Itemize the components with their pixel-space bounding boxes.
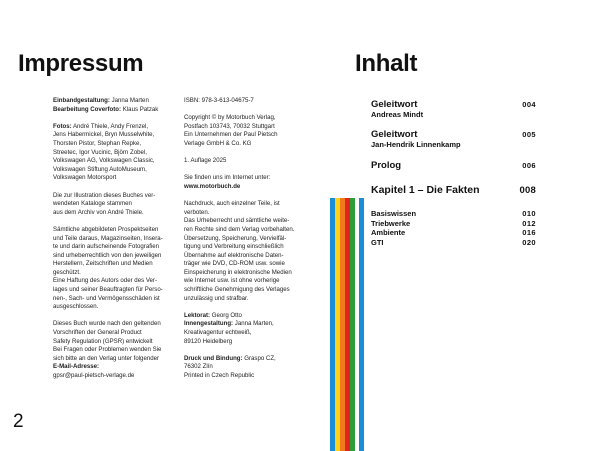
impressum-text: ausgeschlossen. xyxy=(53,303,99,311)
impressum-line xyxy=(184,140,308,149)
impressum-label: Lektorat: xyxy=(184,311,211,319)
impressum-line xyxy=(184,363,308,372)
impressum-line xyxy=(184,372,308,381)
impressum-text: Bei Fragen oder Problemen wenden Sie xyxy=(53,346,162,354)
impressum-text: Janna Marten xyxy=(109,97,149,104)
impressum-line xyxy=(53,252,177,261)
toc-entry-author: Andreas Mindt xyxy=(371,110,424,119)
impressum-paragraph xyxy=(184,355,308,381)
impressum-text: ISBN: 978-3-613-04675-7 xyxy=(184,97,254,104)
impressum-text: unzulässig und strafbar. xyxy=(184,294,249,302)
toc-subentry-title: Basiswissen xyxy=(371,209,417,218)
toc-subentry-page: 020 xyxy=(522,237,536,247)
inhalt-heading: Inhalt xyxy=(355,50,418,77)
impressum-text: wie Internet usw. ist ohne vorherige xyxy=(184,277,280,285)
impressum-text: Übersetzung, Speicherung, Vervielfäl- xyxy=(184,234,287,242)
impressum-paragraph xyxy=(53,192,177,218)
impressum-line xyxy=(184,338,308,347)
impressum-label: Innengestaltung: xyxy=(184,320,234,328)
impressum-text: Volkswagen Stiftung AutoMuseum, xyxy=(53,165,147,173)
impressum-paragraph xyxy=(53,97,177,114)
impressum-line xyxy=(53,338,177,347)
impressum-line xyxy=(53,372,177,381)
toc-entry[interactable] xyxy=(371,129,536,140)
impressum-text: geschützt. xyxy=(53,268,81,276)
impressum-text: Copyright © by Motorbuch Verlag, xyxy=(184,114,276,122)
impressum-text: lages und seiner Beauftragten für Perso- xyxy=(53,286,163,294)
impressum-line xyxy=(184,295,308,304)
impressum-text: Dieses Buch wurde nach den geltenden xyxy=(53,320,161,328)
impressum-text: Herstellern, Zeitschriften und Medien xyxy=(53,260,153,268)
impressum-label: www.motorbuch.de xyxy=(184,182,241,190)
impressum-line xyxy=(184,269,308,278)
impressum-text: wendeten Kataloge stammen xyxy=(53,200,132,208)
impressum-line xyxy=(184,243,308,252)
impressum-credits-column xyxy=(53,97,177,389)
toc-entry[interactable] xyxy=(371,160,536,171)
impressum-line xyxy=(184,226,308,235)
toc-entry[interactable] xyxy=(371,99,536,110)
impressum-text: nen-, Sach- und Vermögensschäden ist xyxy=(53,294,160,302)
toc-subentry-title: Triebwerke xyxy=(371,218,411,228)
impressum-paragraph xyxy=(184,97,308,106)
impressum-line xyxy=(53,303,177,312)
impressum-label: Einbandgestaltung: xyxy=(53,97,110,104)
impressum-line xyxy=(53,192,177,201)
toc-entry-page: 004 xyxy=(522,100,536,109)
toc-entry[interactable] xyxy=(371,185,536,196)
toc-entry-title: Prolog xyxy=(371,160,402,171)
impressum-line xyxy=(53,329,177,338)
impressum-line xyxy=(184,312,308,321)
impressum-line xyxy=(53,286,177,295)
impressum-text: André Thiele, Andy Frenzel, xyxy=(71,122,149,130)
impressum-line xyxy=(53,363,177,372)
impressum-line xyxy=(53,166,177,175)
impressum-text: Safety Regulation (GPSR) entwickelt xyxy=(53,337,153,345)
impressum-text: 89120 Heidelberg xyxy=(184,337,233,345)
impressum-heading: Impressum xyxy=(18,50,144,77)
impressum-label: E-Mail-Adresse: xyxy=(53,363,100,371)
impressum-line xyxy=(53,123,177,132)
impressum-text: Vorschriften der General Product xyxy=(53,329,142,337)
impressum-text: Sämtliche abgebildeten Prospektseiten xyxy=(53,225,159,233)
impressum-text: sind urheberrechtlich von den jeweiligen xyxy=(53,251,162,259)
impressum-text: 76302 Zlín xyxy=(184,363,213,371)
toc-subentries xyxy=(371,209,536,247)
impressum-line xyxy=(184,252,308,261)
impressum-line xyxy=(184,209,308,218)
impressum-text: te und darin aufscheinende Fotografien xyxy=(53,243,160,251)
impressum-line xyxy=(184,355,308,364)
toc-entry-title: Geleitwort xyxy=(371,99,418,110)
toc-subentry-page: 010 xyxy=(522,209,536,218)
toc-entry-author: Jan-Hendrik Linnenkamp xyxy=(371,140,461,149)
impressum-line xyxy=(53,209,177,218)
color-stripe xyxy=(359,198,364,451)
toc-subentry[interactable] xyxy=(371,238,536,248)
impressum-text: Janna Marten, xyxy=(233,320,274,328)
impressum-publisher-column xyxy=(184,97,308,389)
impressum-text: Ein Unternehmen der Paul Pietsch xyxy=(184,131,278,139)
page-number: 2 xyxy=(13,411,24,432)
impressum-paragraph xyxy=(184,312,308,346)
impressum-label: Fotos: xyxy=(53,122,72,130)
impressum-paragraph xyxy=(184,114,308,148)
impressum-text: Übernahme auf elektronische Daten- xyxy=(184,251,284,259)
impressum-line xyxy=(53,243,177,252)
impressum-text: träger wie DVD, CD-ROM usw. sowie xyxy=(184,260,285,268)
impressum-line xyxy=(184,174,308,183)
impressum-paragraph xyxy=(53,123,177,183)
toc-subentry[interactable] xyxy=(371,219,536,229)
impressum-text: Thorsten Pistor, Stephan Repke, xyxy=(53,139,142,147)
impressum-text: Das Urheberrecht und sämtliche weite- xyxy=(184,217,290,225)
impressum-paragraph xyxy=(184,200,308,303)
impressum-line xyxy=(184,200,308,209)
impressum-line xyxy=(184,286,308,295)
toc-subentry-page: 016 xyxy=(522,228,536,237)
impressum-line xyxy=(53,174,177,183)
impressum-line xyxy=(53,149,177,158)
impressum-line xyxy=(53,277,177,286)
toc-subentry[interactable] xyxy=(371,209,536,219)
impressum-line xyxy=(184,131,308,140)
impressum-line xyxy=(53,355,177,364)
impressum-line xyxy=(184,260,308,269)
impressum-line xyxy=(184,320,308,329)
impressum-label: Bearbeitung Coverfoto: xyxy=(53,105,122,113)
impressum-text: 1. Auflage 2025 xyxy=(184,157,227,165)
impressum-line xyxy=(53,295,177,304)
impressum-line xyxy=(53,269,177,278)
impressum-text: aus dem Archiv von André Thiele. xyxy=(53,208,144,216)
impressum-text: und Teile daraus, Magazinseiten, Inserа- xyxy=(53,234,163,242)
impressum-line xyxy=(184,123,308,132)
impressum-line xyxy=(53,260,177,269)
toc-subentry-title: GTI xyxy=(371,237,384,247)
impressum-text: Postfach 103743, 70032 Stuttgart xyxy=(184,122,275,130)
impressum-line xyxy=(53,106,177,115)
impressum-paragraph xyxy=(184,174,308,191)
impressum-text: Einspeicherung in elektronische Medien xyxy=(184,268,292,276)
impressum-line xyxy=(184,114,308,123)
impressum-text: Nachdruck, auch einzelner Teile, ist xyxy=(184,200,280,208)
toc-entry-page: 008 xyxy=(519,185,536,196)
toc-entry-title: Geleitwort xyxy=(371,129,418,140)
toc-entry-page: 006 xyxy=(522,161,536,170)
color-stripes xyxy=(330,198,364,451)
impressum-line xyxy=(53,346,177,355)
impressum-line xyxy=(184,235,308,244)
impressum-line xyxy=(184,97,308,106)
impressum-line xyxy=(184,329,308,338)
impressum-text: Printed in Czech Republic xyxy=(184,372,255,379)
impressum-line xyxy=(184,183,308,192)
toc-subentry-title: Ambiente xyxy=(371,228,406,237)
impressum-label: Druck und Bindung: xyxy=(184,354,243,362)
impressum-text: verboten. xyxy=(184,208,210,216)
toc-subentry[interactable] xyxy=(371,228,536,238)
impressum-text: Sie finden uns im Internet unter: xyxy=(184,174,271,182)
impressum-line xyxy=(53,140,177,149)
impressum-line xyxy=(53,131,177,140)
impressum-text: Georg Otto xyxy=(210,311,242,319)
impressum-text: Volkswagen AG, Volkswagen Classic, xyxy=(53,157,155,165)
impressum-text: Graspo CZ, xyxy=(242,354,276,362)
impressum-text: Verlage GmbH & Co. KG xyxy=(184,139,252,147)
impressum-line xyxy=(184,217,308,226)
impressum-line xyxy=(53,200,177,209)
impressum-line xyxy=(53,97,177,106)
impressum-text: ren Rechte sind dem Verlag vorbehalten. xyxy=(184,225,295,233)
impressum-text: Eine Haftung des Autors oder des Ver- xyxy=(53,277,157,285)
impressum-paragraph xyxy=(184,157,308,166)
impressum-line xyxy=(184,277,308,286)
impressum-paragraph xyxy=(53,320,177,380)
impressum-text: Volkswagen Motorsport xyxy=(53,174,117,182)
impressum-text: Streetec, Igor Vucinic, Björn Zobel, xyxy=(53,148,147,156)
impressum-line xyxy=(53,157,177,166)
toc-subentry-page: 012 xyxy=(522,218,536,228)
impressum-text: Die zur Illustration dieses Buches ver- xyxy=(53,191,156,199)
impressum-line xyxy=(53,320,177,329)
impressum-text: sich bitte an den Verlag unter folgender xyxy=(53,354,160,362)
toc-entry-page: 005 xyxy=(522,130,536,139)
impressum-text: Jens Habermickel, Bryn Musselwhite, xyxy=(53,131,155,139)
impressum-line xyxy=(53,235,177,244)
impressum-line xyxy=(184,157,308,166)
impressum-paragraph xyxy=(53,226,177,312)
impressum-line xyxy=(53,226,177,235)
toc-entry-title: Kapitel 1 – Die Fakten xyxy=(371,184,480,196)
impressum-text: schriftliche Genehmigung des Verlages xyxy=(184,286,290,294)
impressum-text: tigung und Verbreitung einschließlich xyxy=(184,243,284,251)
impressum-text: Kreativagentur echtweiß, xyxy=(184,329,252,337)
impressum-text: gpsr@paul-pietsch-verlage.de xyxy=(53,372,135,379)
table-of-contents xyxy=(371,99,536,247)
impressum-text: Klaus Patzak xyxy=(121,105,159,113)
